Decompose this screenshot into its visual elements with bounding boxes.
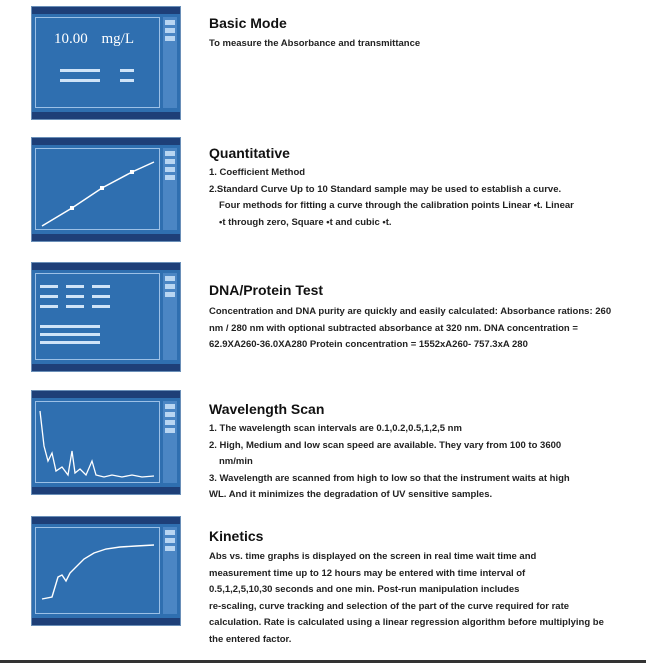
quantitative-section (209, 145, 634, 231)
section-line: 1. Coefficient Method (209, 167, 306, 178)
kinetics-section (209, 528, 634, 648)
section-line: WL. And it minimizes the degradation of UV sensitive samples. (209, 489, 493, 500)
section-line: 2. High, Medium and low scan speed are available. They vary from 100 to 3600 (209, 439, 562, 451)
readout-unit: mg/L (101, 31, 134, 47)
screen-details (32, 7, 181, 120)
section-line: 0.5,1,2,5,10,30 seconds and one min. Post-run manipulation includes (209, 584, 520, 595)
results-table-graphic (32, 263, 181, 372)
section-line: nm/min (219, 456, 253, 467)
wavelength-scan-section (209, 401, 634, 504)
section-title: Quantitative (209, 145, 290, 161)
scan-spectrum-graphic (32, 391, 181, 495)
screen-menu-bar (32, 618, 180, 625)
dna-protein-section (209, 282, 634, 354)
section-line: Concentration and DNA purity are quickly and easily calculated: Absorbance rations: 260 (209, 306, 612, 317)
section-line: the entered factor. (209, 633, 292, 645)
section-line: re-scaling, curve tracking and selection of the part of the curve required for rate (209, 600, 570, 612)
section-line: To measure the Absorbance and transmittance (209, 38, 421, 49)
section-line: Four methods for fitting a curve through the calibration points Linear •t. Linear (219, 200, 574, 211)
section-line: 1. The wavelength scan intervals are 0.1,0.2,0.5,1,2,5 nm (209, 423, 462, 434)
screen-menu-bar (32, 112, 180, 119)
screen-menu-bar (32, 234, 180, 241)
section-title: Wavelength Scan (209, 401, 325, 417)
section-line: nm / 280 nm with optional subtracted absorbance at 320 nm. DNA concentration = (209, 322, 578, 334)
section-line: 2.Standard Curve Up to 10 Standard sample may be used to establish a curve. (209, 183, 562, 195)
section-title: DNA/Protein Test (209, 282, 324, 298)
kinetics-screen (31, 516, 181, 626)
wavelength-scan-screen (31, 390, 181, 495)
readout-value: 10.00 (54, 31, 88, 47)
section-title: Kinetics (209, 528, 264, 544)
screen-menu-bar (32, 364, 180, 371)
calibration-curve-graphic (32, 138, 181, 242)
section-line: •t through zero, Square •t and cubic •t. (219, 216, 392, 228)
section-line: 3. Wavelength are scanned from high to low so that the instrument waits at high (209, 472, 570, 484)
basic-mode-screen (31, 6, 181, 120)
kinetics-curve-graphic (32, 517, 181, 626)
section-line: 62.9XA260-36.0XA280 Protein concentration = 1552xA260- 757.3xA 280 (209, 339, 528, 350)
screen-menu-bar (32, 487, 180, 494)
section-title: Basic Mode (209, 15, 287, 31)
section-line: calculation. Rate is calculated using a linear regression algorithm before multiplying be (209, 617, 604, 628)
section-line: measurement time up to 12 hours may be entered with time interval of (209, 567, 526, 579)
quantitative-screen (31, 137, 181, 242)
section-line: Abs vs. time graphs is displayed on the screen in real time wait time and (209, 551, 537, 562)
dna-protein-screen (31, 262, 181, 372)
basic-mode-section (209, 15, 634, 53)
